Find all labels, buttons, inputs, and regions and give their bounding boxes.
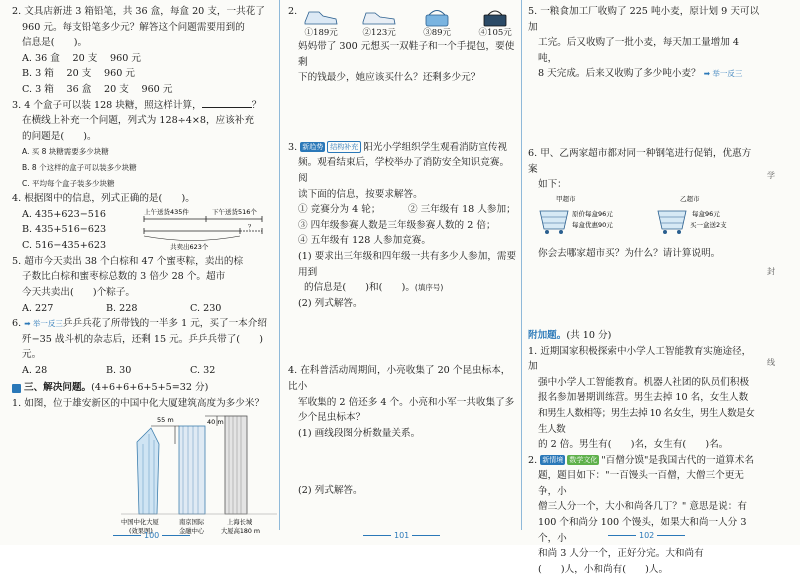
price-label: ②123元	[362, 28, 396, 38]
question-text: 100 个和尚分 100 个馒头，如果大和尚一人分 3 个，小	[538, 517, 747, 544]
question-text: 1. 如图，位于雄安新区的中国中化大厦建筑高度为多少米？	[12, 398, 265, 410]
sneaker-icon	[361, 6, 397, 28]
option-b: B. 228	[106, 302, 138, 314]
answer-space[interactable]	[288, 86, 518, 140]
option-a: A. 435+623−516	[22, 208, 107, 220]
question-text: 3. 新趋势 结构补充 阳光小学组织学生观看消防宣传视	[288, 141, 508, 153]
question-text: 6. 甲、乙两家超市都对同一种钢笔进行促销，优惠方案	[528, 147, 752, 175]
question-text: 和尚 3 人分一个，正好分完。大和尚有	[538, 548, 704, 560]
product-item	[303, 6, 339, 39]
handbag-icon	[477, 6, 513, 28]
question-text: 的信息是( )和( )。(填序号)	[304, 282, 444, 294]
section-marker-icon	[12, 384, 21, 393]
supermarket-offers	[538, 193, 758, 241]
question-text: 强中小学人工智能教育。机器人社团的队员们积极	[538, 376, 750, 388]
binding-mark: 线	[767, 358, 775, 367]
question-text: 5. 一粮食加工厂收购了 225 吨小麦，原计划 9 天可以加	[528, 6, 760, 33]
price-label: ③89元	[423, 28, 452, 38]
question-text: 6. ➡ 举一反三乒乒兵花了所带钱的一半多 1 元，买了一本介绍	[12, 318, 267, 330]
handbag-icon	[419, 6, 455, 28]
question-text: 在横线上补充一个问题，列式为 128÷4×8，应该补充	[22, 115, 254, 127]
option-a: A. 227	[22, 302, 54, 314]
option-a: A. 28	[22, 364, 48, 376]
question-text: 960 元。每支铅笔多少元？解答这个问题需要用到的	[22, 21, 245, 33]
product-images	[303, 6, 513, 39]
question-text: 3. 4 个盒子可以装 128 块糖，照这样计算， ？	[12, 99, 262, 111]
diagram-label: ？	[248, 222, 255, 231]
question-text: 少个昆虫标本？	[298, 412, 366, 424]
question-text: 的 2 倍。男生有( )名，女生有( )名。	[538, 439, 729, 451]
dimension-label: 40 m	[207, 417, 224, 426]
question-text: 2. 新情境 数学文化 "百僧分馍"是我国古代的一道算术名	[528, 454, 754, 466]
info-row	[288, 202, 518, 218]
column-left	[12, 4, 274, 544]
building-caption: 上海长城	[227, 518, 253, 526]
offer-text: 每盒96元	[692, 209, 720, 218]
section-score: (4+6+6+6+5+5=32 分)	[91, 382, 209, 394]
question-text: (1) 画线段图分析数量关系。	[298, 427, 421, 439]
store-name: 乙超市	[680, 194, 700, 203]
q4-options	[22, 207, 106, 254]
section-title: 三、解决问题。	[24, 382, 92, 394]
question-text: 信息是( )。	[22, 37, 88, 49]
option-a: A. 买 8 块糖需要多少块糖	[22, 147, 109, 157]
page-number-right: 102	[605, 531, 688, 540]
option-b: B. 3 箱 20 支 960 元	[22, 68, 135, 80]
question-text: 你会去哪家超市买？为什么？请计算说明。	[538, 248, 721, 260]
question-text: 5. 超市今天卖出 38 个白棕和 47 个蜜枣粽，卖出的棕	[12, 255, 244, 267]
question-text: 歼−35 战斗机的杂志后，还剩 15 元。乒乒兵带了( )元。	[22, 333, 263, 361]
question-text: 读下面的信息，按要求解答。	[298, 188, 423, 200]
page-number-middle: 101	[360, 531, 443, 540]
info-item: ① 竞赛分为 4 轮；	[298, 204, 381, 216]
info-item: ③ 四年级参赛人数是三年级参赛人数的 2 倍；	[298, 219, 496, 231]
trend-tag: 新趋势	[302, 142, 324, 151]
question-text: 2. 文具店新进 3 箱铅笔，共 36 盒，每盒 20 支，一共花了	[12, 6, 265, 17]
line-segment-diagram	[142, 205, 272, 253]
building-caption: (效果图)	[129, 527, 153, 535]
product-item	[361, 6, 397, 39]
question-text: 频。观看结束后，学校举办了消防安全知识竞赛。阅	[298, 157, 510, 184]
question-number: 2.	[288, 6, 298, 17]
option-c: C. 3 箱 36 盒 20 支 960 元	[22, 83, 173, 95]
page-footer	[0, 531, 800, 545]
page-number-left: 100	[110, 531, 193, 540]
diagram-label: 上午送货435件	[144, 207, 189, 216]
store-name: 甲超市	[556, 194, 576, 203]
question-text: 如下：	[538, 179, 567, 191]
question-text: (1) 要求出三年级和四年级一共有多少人参加，需要用到	[298, 250, 517, 278]
culture-tag: 数学文化	[569, 455, 598, 464]
buildings-figure	[117, 414, 287, 542]
answer-space[interactable]	[528, 82, 760, 146]
info-item: ② 三年级有 18 人参加；	[408, 204, 516, 216]
question-text: 今天共卖出( )个粽子。	[22, 286, 136, 298]
info-item: ④ 五年级有 128 人参加竞赛。	[298, 235, 431, 247]
question-text: 妈妈带了 300 元想买一双鞋子和一个手提包，要使剩	[298, 41, 515, 68]
option-c: C. 32	[190, 364, 216, 376]
building-caption: 大厦高180 m	[221, 527, 261, 535]
question-text: 子数比白棕和蜜枣棕总数的 3 倍少 28 个。超市	[22, 271, 226, 283]
price-label: ①189元	[304, 28, 338, 38]
question-text: 的问题是( )。	[22, 130, 97, 142]
offer-text: 每盒优惠90元	[572, 220, 613, 229]
question-text: 和男生人数相等；男生去掉 10 名女生，男生人数是女生人数	[538, 407, 755, 435]
product-item	[419, 6, 455, 39]
option-c: C. 516−435+623	[22, 239, 107, 251]
question-text: 8 天完成。后来又收购了多少吨小麦？ ➡ 举一反三	[538, 68, 743, 80]
question-text: 僧三人分一个，大小和尚各几丁？" 意思是说：有	[538, 501, 747, 513]
section-heading	[12, 380, 274, 396]
context-tag: 新情境	[542, 455, 564, 464]
option-c: C. 平均每个盒子装多少块糖	[22, 178, 115, 188]
building-caption: 南京国际	[179, 518, 205, 526]
extension-tag[interactable]: ➡ 举一反三	[24, 319, 63, 329]
bonus-heading: 附加题。(共 10 分)	[528, 329, 612, 341]
building-caption: 金融中心	[179, 527, 205, 535]
question-text: 下的钱最少，她应该买什么？还剩多少元？	[298, 72, 481, 84]
product-item	[477, 6, 513, 39]
question-text: 报名参加暑期训练营。男生去掉 10 名，女生人数	[538, 392, 749, 404]
option-c: C. 230	[190, 302, 222, 314]
question-text: 军收集的 2 倍还多 4 个。小亮和小军一共收集了多	[298, 396, 515, 408]
column-divider	[521, 0, 522, 530]
question-text: 4. 在科普活动周期间，小亮收集了 20 个昆虫标本，比小	[288, 365, 511, 392]
diagram-label: 下午送货516个	[212, 207, 257, 216]
question-text: ( )人，小和尚有( )人。	[538, 563, 669, 575]
answer-blank[interactable]	[202, 107, 252, 108]
question-text: 4. 根据图中的信息，列式正确的是( )。	[12, 193, 195, 205]
options-row	[12, 363, 274, 379]
binding-mark: 封	[767, 267, 775, 276]
building-caption: 中国中化大厦	[121, 518, 159, 526]
q2-row	[288, 4, 518, 39]
question-text: 工完。后又收购了一批小麦，每天加工量增加 4 吨，	[538, 37, 740, 64]
offer-text: 买一盒送2支	[690, 220, 727, 229]
option-b: B. 435+516−623	[22, 224, 107, 236]
column-right	[528, 4, 760, 577]
offer-text: 原价每盒96元	[572, 209, 613, 218]
options-row	[12, 301, 274, 317]
answer-space[interactable]	[528, 262, 760, 328]
option-b: B. 30	[106, 364, 132, 376]
binding-mark: 学	[767, 171, 775, 180]
option-a: A. 36 盒 20 支 960 元	[22, 52, 141, 64]
answer-space[interactable]	[288, 311, 518, 363]
question-text: (2) 列式解答。	[298, 485, 363, 497]
structure-tag: 结构补充	[327, 141, 361, 153]
extension-tag[interactable]: ➡ 举一反三	[703, 69, 743, 79]
column-middle	[288, 4, 518, 499]
question-text: 1. 近期国家积极探索中小学人工智能教育实施途径，加	[528, 345, 752, 373]
dimension-label: 55 m	[157, 415, 174, 424]
diagram-label: 共卖出623个	[170, 242, 209, 251]
question-text: (2) 列式解答。	[298, 297, 363, 309]
q4-area	[12, 207, 274, 254]
option-b: B. 8 个这样的盒子可以装多少块糖	[22, 162, 137, 172]
price-label: ④105元	[478, 28, 512, 38]
question-text: 题，题目如下："一百馒头一百僧，大僧三个更无争，小	[538, 470, 744, 497]
answer-space[interactable]	[288, 441, 518, 483]
sneaker-icon	[303, 6, 339, 28]
building-illustration	[12, 414, 274, 544]
